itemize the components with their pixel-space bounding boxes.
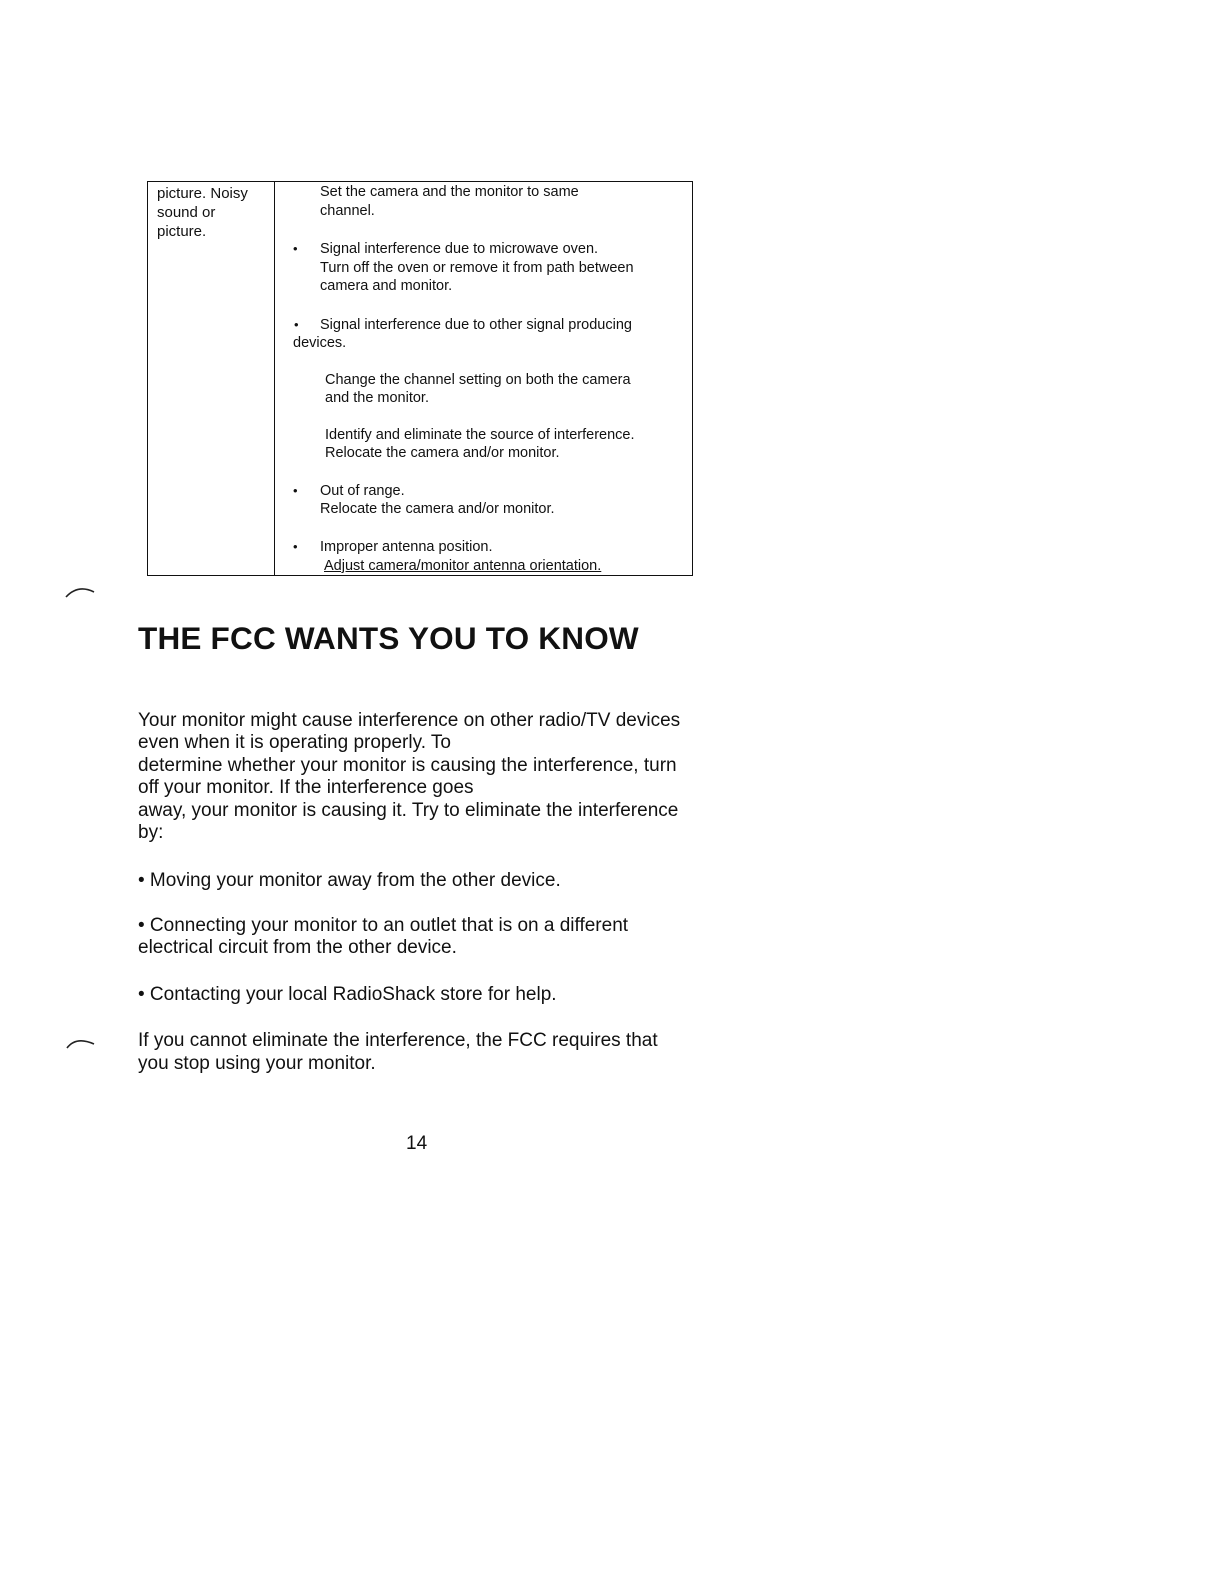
- bullet-icon: •: [293, 539, 298, 554]
- paragraph-line: determine whether your monitor is causing the interference, turn: [138, 755, 677, 776]
- paragraph-line: by:: [138, 822, 164, 843]
- closing-line: you stop using your monitor.: [138, 1053, 376, 1074]
- solution-line: devices.: [293, 335, 347, 351]
- problem-cell: [157, 184, 267, 241]
- solution-line: and the monitor.: [325, 390, 429, 406]
- paragraph-line: away, your monitor is causing it. Try to eliminate the interference: [138, 800, 679, 821]
- binder-mark-icon: [64, 1030, 98, 1052]
- solution-line: Out of range.: [320, 483, 405, 499]
- bullet-icon: •: [294, 317, 299, 332]
- list-item: • Contacting your local RadioShack store for help.: [138, 984, 557, 1005]
- solution-line: Improper antenna position.: [320, 539, 493, 555]
- paragraph-line: off your monitor. If the interference goes: [138, 777, 474, 798]
- solution-line: Signal interference due to other signal producing: [320, 317, 632, 333]
- paragraph-line: Your monitor might cause interference on other radio/TV devices: [138, 710, 681, 731]
- section-heading: THE FCC WANTS YOU TO KNOW: [138, 620, 639, 656]
- solution-line: Adjust camera/monitor antenna orientation.: [324, 558, 602, 574]
- problem-line: sound or: [157, 204, 216, 221]
- page-number: 14: [406, 1133, 428, 1154]
- solution-line: Relocate the camera and/or monitor.: [320, 501, 555, 517]
- solution-line: Set the camera and the monitor to same: [320, 184, 579, 200]
- table-column-divider: [274, 182, 275, 575]
- list-item: • Moving your monitor away from the other device.: [138, 870, 561, 891]
- solution-line: Identify and eliminate the source of interference.: [325, 427, 635, 443]
- solution-line: channel.: [320, 203, 375, 219]
- solution-line: Relocate the camera and/or monitor.: [325, 445, 560, 461]
- list-item: electrical circuit from the other device.: [138, 937, 457, 958]
- solution-line: camera and monitor.: [320, 278, 453, 294]
- solution-line: Change the channel setting on both the camera: [325, 372, 631, 388]
- binder-mark-icon: [64, 582, 98, 600]
- closing-line: If you cannot eliminate the interference, the FCC requires that: [138, 1030, 658, 1051]
- bullet-icon: •: [293, 483, 298, 498]
- list-item: • Connecting your monitor to an outlet that is on a different: [138, 915, 629, 936]
- paragraph-line: even when it is operating properly. To: [138, 732, 451, 753]
- problem-line: picture.: [157, 223, 207, 240]
- solution-line: Turn off the oven or remove it from path between: [320, 260, 634, 276]
- bullet-icon: •: [293, 241, 298, 256]
- solution-line: Signal interference due to microwave oven.: [320, 241, 599, 257]
- problem-line: picture. Noisy: [157, 185, 248, 202]
